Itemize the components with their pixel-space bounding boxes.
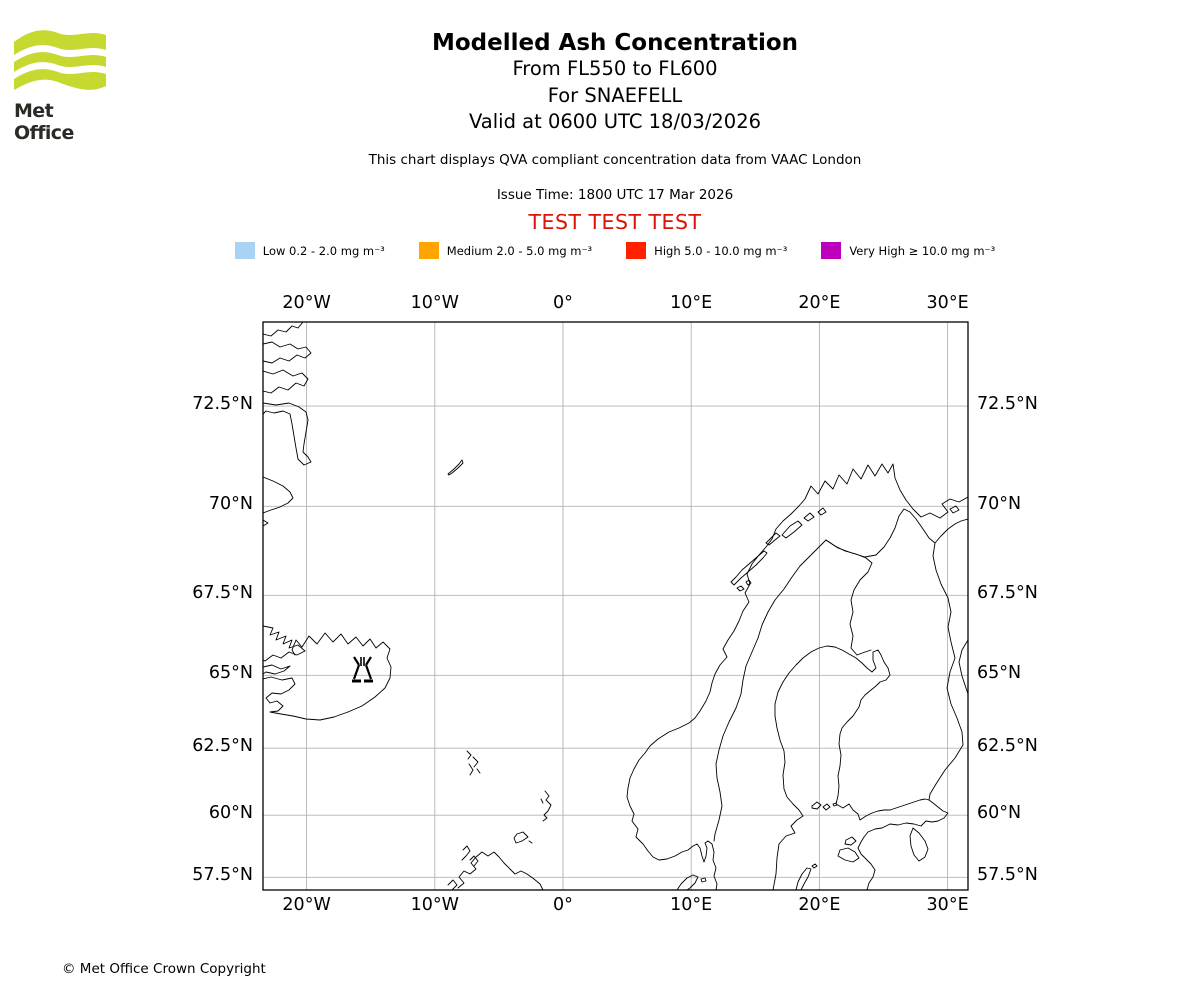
coastline-path: [627, 464, 968, 890]
coastline-path: [796, 868, 811, 890]
qva-note: This chart displays QVA compliant concentration data from VAAC London: [368, 151, 862, 168]
axis-label-left: 72.5°N: [192, 394, 253, 415]
axis-label-top: 20°W: [282, 293, 331, 313]
coastline-path: [263, 322, 303, 336]
legend-label-very-high: Very High ≥ 10.0 mg m⁻³: [849, 243, 996, 258]
page-title: Modelled Ash Concentration: [431, 30, 799, 56]
axis-label-bottom: 10°W: [410, 895, 459, 915]
country-border-path: [714, 540, 826, 841]
coastline-path: [467, 751, 471, 759]
coastline-path: [263, 403, 311, 465]
coastline-path: [804, 513, 814, 521]
axis-label-bottom: 10°E: [670, 895, 713, 915]
axis-label-bottom: 30°E: [926, 895, 969, 915]
axis-label-top: 30°E: [926, 293, 969, 313]
subtitle-volcano: For SNAEFELL: [547, 83, 683, 107]
coastline-path: [462, 846, 470, 860]
coastline-path: [477, 769, 480, 773]
coastline-path: [833, 803, 837, 806]
subtitle-valid-time: Valid at 0600 UTC 18/03/2026: [468, 110, 762, 134]
coastline-path: [782, 521, 802, 538]
volcano-marker-icon: [352, 657, 373, 681]
coastline-path: [469, 764, 473, 775]
coastline-path: [766, 533, 780, 545]
axis-label-top: 20°E: [798, 293, 841, 313]
coastline-path: [448, 460, 463, 475]
coastline-path: [701, 878, 706, 882]
axis-label-left: 60°N: [208, 803, 253, 824]
coastline-path: [458, 852, 543, 890]
axis-label-bottom: 0°: [553, 895, 573, 915]
volcano-marker-stroke: [366, 665, 371, 679]
coastline-path: [514, 832, 528, 843]
axis-label-right: 60°N: [977, 803, 1022, 824]
copyright-text: © Met Office Crown Copyright: [62, 961, 266, 977]
axis-label-right: 57.5°N: [977, 865, 1038, 886]
test-banner: TEST TEST TEST: [528, 209, 702, 234]
coastline-path: [263, 520, 268, 526]
subtitle-flight-levels: From FL550 to FL600: [512, 57, 718, 81]
coastline-path: [823, 804, 830, 810]
coastline-path: [910, 828, 928, 861]
coastline-path: [529, 841, 532, 843]
volcano-marker-stroke: [354, 657, 359, 665]
axis-label-right: 72.5°N: [977, 394, 1038, 415]
axis-label-left: 67.5°N: [192, 583, 253, 604]
coastline-path: [448, 880, 457, 890]
legend-label-medium: Medium 2.0 - 5.0 mg m⁻³: [446, 243, 593, 258]
coastline-path: [773, 646, 948, 890]
axis-label-right: 67.5°N: [977, 583, 1038, 604]
coastline-path: [838, 848, 859, 862]
volcano-marker-stroke: [354, 665, 359, 679]
coastline-path: [812, 864, 817, 868]
issue-time: Issue Time: 1800 UTC 17 Mar 2026: [496, 186, 734, 203]
axis-label-left: 65°N: [208, 663, 253, 684]
axis-label-top: 10°E: [670, 293, 713, 313]
coastline-path: [959, 640, 968, 694]
map-frame: [263, 322, 968, 890]
coastline-path: [263, 477, 293, 513]
axis-label-bottom: 20°W: [282, 895, 331, 915]
axis-label-right: 70°N: [977, 494, 1022, 515]
coastline-path: [473, 757, 478, 767]
coastline-path: [263, 665, 290, 674]
coastline-path: [543, 791, 551, 821]
axis-label-right: 65°N: [977, 663, 1022, 684]
country-border-path: [826, 509, 968, 557]
axis-label-top: 10°W: [410, 293, 459, 313]
axis-label-right: 62.5°N: [977, 736, 1038, 757]
coastline-path: [845, 837, 856, 845]
volcano-marker-stroke: [366, 657, 371, 665]
logo-wordmark: Met Office: [14, 100, 74, 144]
axis-label-left: 62.5°N: [192, 736, 253, 757]
axis-label-top: 0°: [553, 293, 573, 313]
axis-label-bottom: 20°E: [798, 895, 841, 915]
coastline-path: [541, 799, 543, 803]
country-border-path: [929, 543, 963, 800]
axis-label-left: 70°N: [208, 494, 253, 515]
coastline-path: [263, 370, 308, 393]
coastline-path: [263, 633, 391, 720]
coastline-path: [737, 586, 744, 591]
legend-label-high: High 5.0 - 10.0 mg m⁻³: [654, 243, 788, 258]
coastline-path: [263, 342, 311, 363]
legend-label-low: Low 0.2 - 2.0 mg m⁻³: [262, 243, 385, 258]
coastline-path: [950, 506, 959, 513]
coastline-path: [470, 856, 478, 866]
axis-label-left: 57.5°N: [192, 865, 253, 886]
